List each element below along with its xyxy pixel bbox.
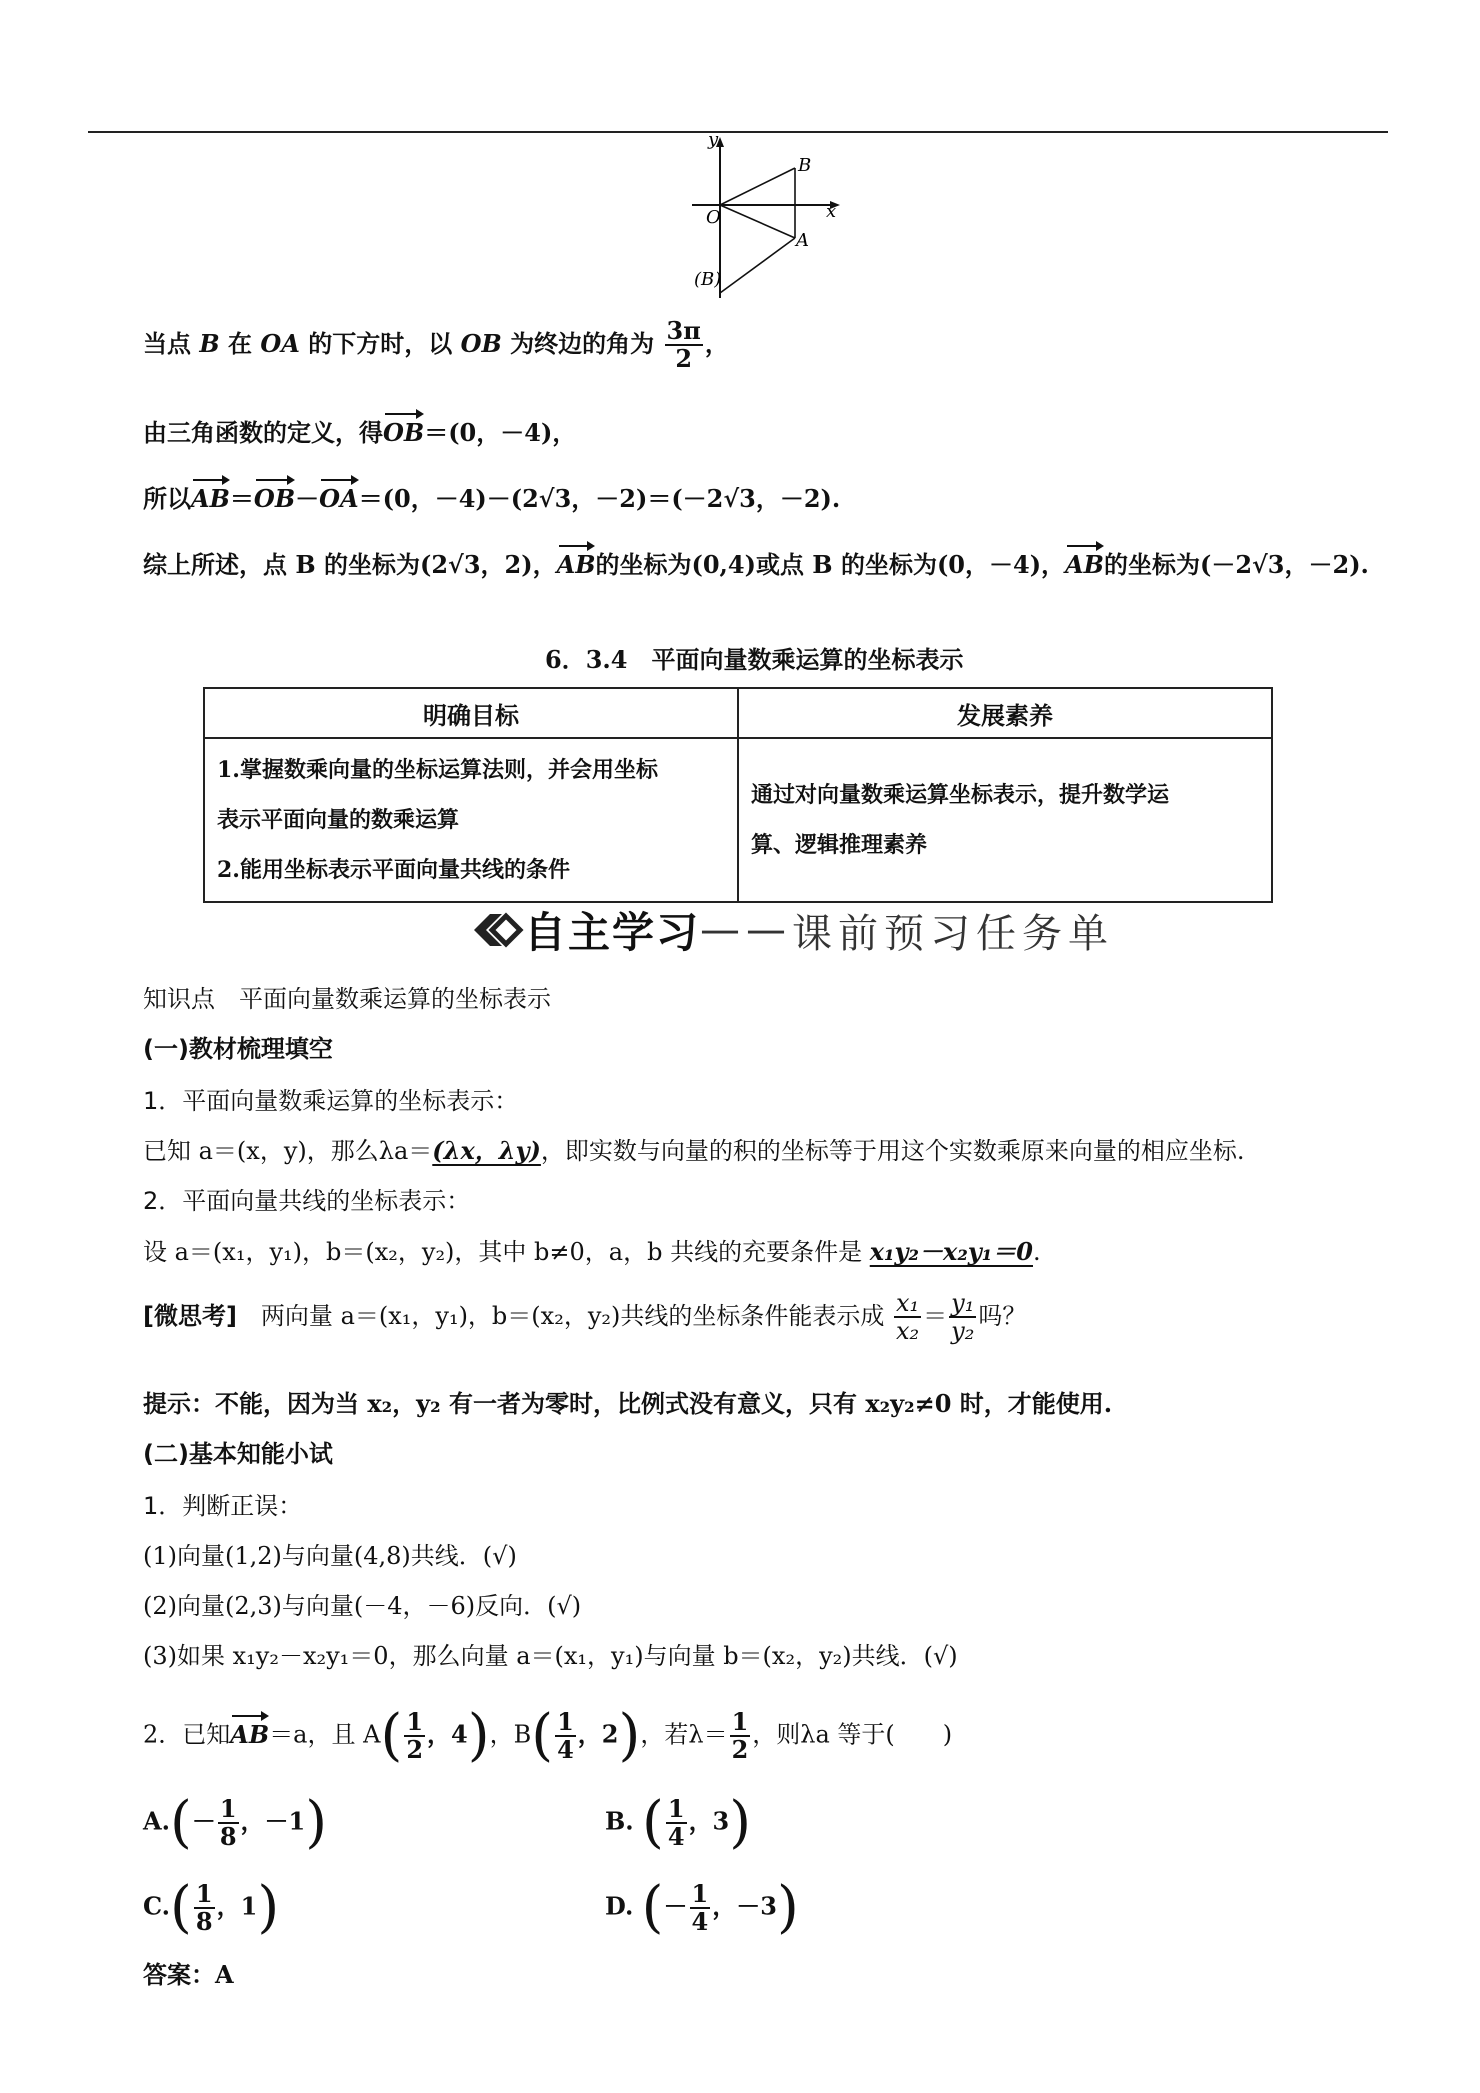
ratio-fraction — [894, 1290, 921, 1345]
denominator: x₂ — [896, 1317, 920, 1346]
right-paren: ) — [305, 1790, 328, 1855]
answer-label: 答案： — [143, 1961, 215, 1989]
goals-right-line: 算、逻辑推理素养 — [751, 832, 928, 858]
coordinate-figure — [680, 133, 860, 303]
part2-heading: (二)基本知能小试 — [143, 1440, 333, 1468]
denominator: 2 — [731, 1735, 749, 1764]
right-paren: ) — [467, 1703, 490, 1768]
option-label: C. — [143, 1891, 171, 1921]
section-number: 6．3.4 — [545, 645, 628, 674]
answer-value: A — [215, 1960, 234, 1989]
numerator: 1 — [691, 1878, 709, 1908]
left-paren: ( — [380, 1703, 403, 1768]
left-paren: ( — [641, 1875, 664, 1940]
text: 由三角函数的定义，得 — [143, 418, 383, 447]
text: ， — [704, 328, 729, 358]
q1-item-c: (3)如果 x₁y₂－x₂y₁＝0，那么向量 a＝(x₁，y₁)与向量 b＝(x₂，y₂)共线．(√) — [143, 1642, 958, 1670]
goals-left-line: 1.掌握数乘向量的坐标运算法则，并会用坐标 — [217, 757, 658, 783]
numerator: y₁ — [951, 1289, 975, 1317]
text: ＝(0，－4)－(2√3，－2)＝(－2√3，－2). — [358, 484, 841, 513]
text: ，2 — [577, 1719, 619, 1749]
numerator: 1 — [557, 1706, 574, 1736]
solution-line-3 — [143, 479, 840, 514]
point-b-label: B — [798, 155, 812, 176]
q1-heading: 1．判断正误： — [143, 1492, 303, 1520]
text: 两向量 a＝(x₁，y₁)，b＝(x₂，y₂)共线的坐标条件能表示成 — [236, 1301, 885, 1330]
left-paren: ( — [169, 1790, 192, 1855]
goals-left-line: 表示平面向量的数乘运算 — [217, 807, 460, 833]
text: OA — [260, 328, 300, 358]
vector-ab: AB — [556, 550, 596, 579]
item1-answer: (λx，λy) — [432, 1136, 541, 1165]
vector-ob: OB — [253, 484, 296, 513]
numerator: x₁ — [896, 1289, 920, 1317]
vector-ab: AB — [230, 1719, 270, 1749]
banner-logo-icon — [470, 910, 524, 950]
text: ＝ — [923, 1301, 948, 1330]
text: ，即实数与向量的积的坐标等于用这个实数乘原来向量的相应坐标. — [540, 1137, 1245, 1165]
text: 所以 — [143, 484, 191, 513]
text: ＝ — [229, 484, 254, 513]
q2-line — [143, 1703, 953, 1768]
text: ＝(0，－4)， — [424, 418, 577, 447]
text: 设 a＝(x₁，y₁)，b＝(x₂，y₂)，其中 b≠0，a，b 共线的充要条件是 — [143, 1238, 870, 1266]
numerator: 1 — [219, 1793, 237, 1823]
x-axis-label: x — [826, 201, 837, 222]
option-a[interactable] — [143, 1790, 328, 1855]
denominator: 8 — [219, 1822, 237, 1851]
banner-sub-text: 课前预习任务单 — [792, 910, 1115, 957]
denominator: 4 — [691, 1907, 709, 1936]
option-a-fraction — [218, 1793, 239, 1851]
option-d[interactable] — [605, 1875, 799, 1940]
text: 综上所述，点 B 的坐标为(2√3，2)， — [143, 550, 557, 579]
left-paren: ( — [531, 1703, 554, 1768]
point-a-x-fraction — [404, 1706, 425, 1764]
item2-answer: x₁y₂－x₂y₁＝0 — [869, 1237, 1033, 1266]
vector-ab: AB — [191, 484, 230, 513]
item2-heading: 2．平面向量共线的坐标表示： — [143, 1187, 471, 1215]
text: OB — [460, 328, 502, 358]
text: . — [1033, 1238, 1041, 1266]
answer-line — [143, 1955, 234, 1990]
text: ，1 — [216, 1891, 258, 1921]
numerator: 1 — [406, 1706, 424, 1736]
text: ，4 — [427, 1719, 468, 1749]
banner-main-text: 自主学习 — [524, 908, 701, 957]
text: 在 — [219, 328, 261, 358]
goals-header-left: 明确目标 — [204, 688, 738, 738]
right-paren: ) — [618, 1703, 641, 1768]
option-label: A. — [143, 1806, 170, 1836]
y-axis-label: y — [708, 133, 719, 150]
text: － — [295, 484, 320, 513]
solution-line-1 — [143, 318, 729, 373]
text: ，则λa 等于( ) — [752, 1720, 953, 1749]
hint-label: 提示： — [143, 1390, 215, 1418]
point-b2-label: (B) — [694, 269, 722, 290]
think-question — [143, 1290, 1026, 1345]
q1-item-b: (2)向量(2,3)与向量(－4，－6)反向．(√) — [143, 1592, 582, 1620]
denominator: 4 — [667, 1822, 685, 1851]
section-title: 平面向量数乘运算的坐标表示 — [651, 645, 964, 674]
denominator: 8 — [195, 1907, 213, 1936]
solution-line-2 — [143, 413, 576, 448]
goals-left-cell — [204, 738, 738, 902]
text: 吗？ — [978, 1301, 1027, 1330]
self-study-banner — [470, 900, 1114, 960]
q1-item-a: (1)向量(1,2)与向量(4,8)共线．(√) — [143, 1542, 517, 1570]
origin-label: O — [706, 207, 721, 228]
ratio-fraction — [949, 1290, 976, 1345]
hint-line — [143, 1384, 1112, 1419]
numerator: 1 — [731, 1706, 749, 1736]
option-label: D. — [605, 1891, 634, 1921]
text: 的坐标为(0,4)或点 B 的坐标为(0，－4)， — [595, 550, 1066, 579]
option-b-fraction — [666, 1793, 687, 1851]
banner-dash: —— — [700, 907, 793, 953]
vector-ab: AB — [1065, 550, 1104, 579]
part1-heading: (一)教材梳理填空 — [143, 1035, 333, 1063]
text: ，若λ＝ — [640, 1720, 728, 1749]
text: ，3 — [688, 1806, 730, 1836]
section-heading — [545, 640, 963, 675]
vector-ob: OB — [383, 418, 425, 447]
denominator: 2 — [406, 1735, 424, 1764]
text: ，－1 — [240, 1806, 306, 1836]
numerator: 1 — [667, 1793, 685, 1823]
text: B — [199, 328, 220, 358]
numerator: 3π — [666, 316, 701, 345]
text: ，－3 — [712, 1891, 777, 1921]
right-paren: ) — [729, 1790, 752, 1855]
right-paren: ) — [257, 1875, 280, 1940]
left-paren: ( — [170, 1875, 192, 1940]
item1-text — [143, 1131, 1245, 1166]
solution-line-4 — [143, 545, 1369, 580]
denominator: 2 — [675, 344, 693, 374]
knowledge-point: 知识点 平面向量数乘运算的坐标表示 — [143, 985, 551, 1013]
text: 的下方时，以 — [299, 328, 461, 358]
text: － — [663, 1891, 688, 1921]
option-label: B. — [605, 1806, 634, 1836]
denominator: y₂ — [951, 1317, 975, 1346]
item2-text — [143, 1232, 1041, 1267]
text: － — [191, 1806, 216, 1836]
point-b-x-fraction — [555, 1706, 576, 1764]
text: 的坐标为(－2√3，－2). — [1103, 550, 1369, 579]
vector-oa: OA — [319, 484, 359, 513]
option-d-fraction — [690, 1878, 711, 1936]
goals-right-line: 通过对向量数乘运算坐标表示，提升数学运 — [751, 782, 1170, 808]
text: 为终边的角为 — [501, 328, 655, 358]
text: 2．已知 — [143, 1720, 231, 1749]
option-c[interactable] — [143, 1875, 280, 1940]
goals-right-cell — [738, 738, 1272, 902]
right-paren: ) — [776, 1875, 799, 1940]
point-a-label: A — [796, 230, 809, 251]
text: 已知 a＝(x，y)，那么λa＝ — [143, 1137, 433, 1165]
numerator: 1 — [195, 1878, 213, 1908]
item1-heading: 1．平面向量数乘运算的坐标表示： — [143, 1087, 519, 1115]
text: ＝a，且 A — [269, 1720, 381, 1749]
text: 当点 — [143, 328, 200, 358]
option-c-fraction — [194, 1878, 215, 1936]
option-b[interactable] — [605, 1790, 752, 1855]
denominator: 4 — [557, 1735, 574, 1764]
text: ，B — [489, 1720, 532, 1749]
angle-fraction — [665, 318, 703, 373]
goals-header-right: 发展素养 — [738, 688, 1272, 738]
left-paren: ( — [642, 1790, 664, 1855]
hint-text: 不能，因为当 x₂，y₂ 有一者为零时，比例式没有意义，只有 x₂y₂≠0 时，才能使用. — [215, 1389, 1113, 1418]
goals-left-line: 2.能用坐标表示平面向量共线的条件 — [217, 857, 570, 883]
goals-table — [203, 687, 1273, 903]
think-label: [微思考] — [143, 1301, 237, 1330]
lambda-fraction — [730, 1706, 751, 1764]
